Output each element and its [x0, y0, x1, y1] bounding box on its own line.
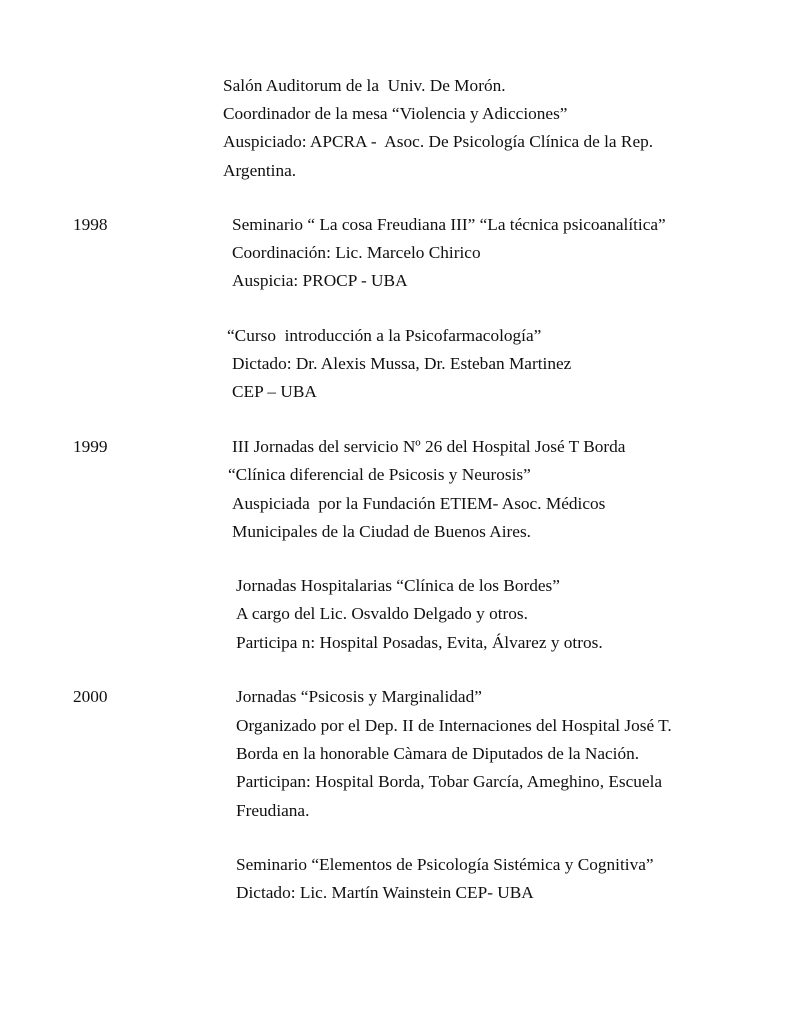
year-label-1999: 1999: [73, 437, 108, 456]
entry-line: “Clínica diferencial de Psicosis y Neurosis”: [228, 465, 531, 484]
intro-line: Auspiciado: APCRA - Asoc. De Psicología Clínica de la Rep.: [223, 132, 654, 151]
entry-line: Participan: Hospital Borda, Tobar García, Ameghino, Escuela: [236, 772, 663, 791]
entry-line: Dictado: Lic. Martín Wainstein CEP- UBA: [236, 883, 534, 902]
entry-line: Dictado: Dr. Alexis Mussa, Dr. Esteban Martinez: [232, 354, 572, 373]
year-label-1998: 1998: [73, 215, 108, 234]
year-label-2000: 2000: [73, 687, 108, 706]
entry-line: Freudiana.: [236, 801, 310, 820]
entry-line: Seminario “ La cosa Freudiana III” “La técnica psicoanalítica”: [232, 215, 666, 234]
intro-line: Salón Auditorum de la Univ. De Morón.: [223, 76, 506, 95]
intro-line: Coordinador de la mesa “Violencia y Adicciones”: [223, 104, 568, 123]
entry-line: CEP – UBA: [232, 382, 317, 401]
entry-line: Jornadas Hospitalarias “Clínica de los Bordes”: [236, 576, 560, 595]
entry-line: Organizado por el Dep. II de Internaciones del Hospital José T.: [236, 716, 672, 735]
entry-line: “Curso introducción a la Psicofarmacología”: [227, 326, 542, 345]
entry-line: III Jornadas del servicio Nº 26 del Hospital José T Borda: [232, 437, 626, 456]
entry-line: Auspicia: PROCP - UBA: [232, 271, 408, 290]
entry-line: Coordinación: Lic. Marcelo Chirico: [232, 243, 481, 262]
entry-line: Participa n: Hospital Posadas, Evita, Álvarez y otros.: [236, 633, 603, 652]
entry-line: Auspiciada por la Fundación ETIEM- Asoc. Médicos: [232, 494, 606, 513]
entry-line: Seminario “Elementos de Psicología Sistémica y Cognitiva”: [236, 855, 654, 874]
entry-line: A cargo del Lic. Osvaldo Delgado y otros.: [236, 604, 528, 623]
entry-line: Jornadas “Psicosis y Marginalidad”: [236, 687, 482, 706]
intro-line: Argentina.: [223, 161, 297, 180]
entry-line: Borda en la honorable Càmara de Diputados de la Nación.: [236, 744, 640, 763]
entry-line: Municipales de la Ciudad de Buenos Aires.: [232, 522, 532, 541]
